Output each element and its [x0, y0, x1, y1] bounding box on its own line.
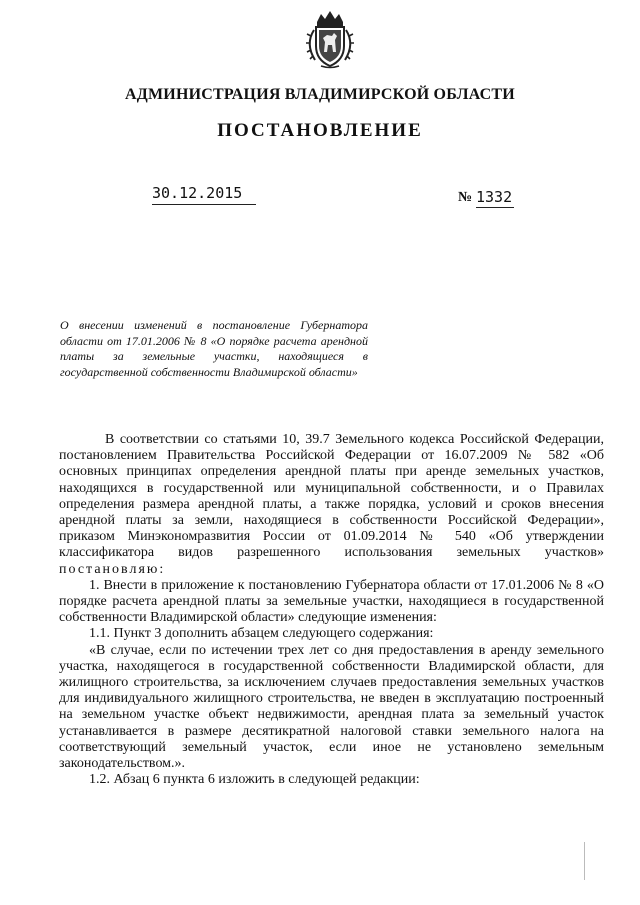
document-date: 30.12.2015 — [152, 184, 256, 205]
document-subject: О внесении изменений в постановление Губернатора области от 17.01.2006 № 8 «О порядке расчета арендной платы за земельные участки, находящиеся в государственной собственности Владимирской области» — [60, 318, 368, 379]
resolution-word: постановляю: — [59, 561, 166, 577]
paragraph-quote: «В случае, если по истечении трех лет со дня предоставления в аренду земельного участка, находящегося в государственной собственности Владимирской области, для жилищного строительства, за исключением случаев предоставления земельных участков для индивидуального жилищного строительства, не введен в эксплуатацию построенный на земельном участке объект недвижимости, арендная плата за земельный участок устанавливается в размере десятикратной налоговой ставки земельного налога на соответствующий земельный участок, если иное не установлено земельным законодательством.». — [59, 642, 604, 772]
paragraph-item-1-2: 1.2. Абзац 6 пункта 6 изложить в следующей редакции: — [89, 772, 420, 788]
document-number: 1332 — [476, 188, 513, 206]
document-body — [59, 432, 604, 788]
coat-of-arms-icon — [299, 8, 361, 70]
margin-mark — [584, 842, 585, 880]
preamble-text: В соответствии со статьями 10, 39.7 Земельного кодекса Российской Федерации, постановлением Правительства Российской Федерации от 16.07.2009 № 582 «Об основных принципах определения арендной платы при аренде земельных участков, находящихся в государственной или муниципальной собственности, и о Правилах определения размера арендной платы, а также порядка, условий и сроков внесения арендной платы за земли, находящиеся в собственности Российской Федерации», приказом Минэкономразвития России от 01.09.2014 № 540 «Об утверждении классификатора видов разрешенного использования земельных участков» — [59, 432, 604, 561]
organization-title: АДМИНИСТРАЦИЯ ВЛАДИМИРСКОЙ ОБЛАСТИ — [125, 86, 515, 103]
paragraph-item-1-1: 1.1. Пункт 3 дополнить абзацем следующего содержания: — [89, 626, 434, 642]
paragraph-item-1: 1. Внести в приложение к постановлению Губернатора области от 17.01.2006 № 8 «О порядке расчета арендной платы за земельные участки, находящиеся в государственной собственности Владимирской области» следующие изменения: — [59, 577, 604, 626]
paragraph-preamble — [59, 432, 604, 578]
number-label: № — [458, 190, 473, 205]
document-type-title: ПОСТАНОВЛЕНИЕ — [217, 120, 423, 141]
